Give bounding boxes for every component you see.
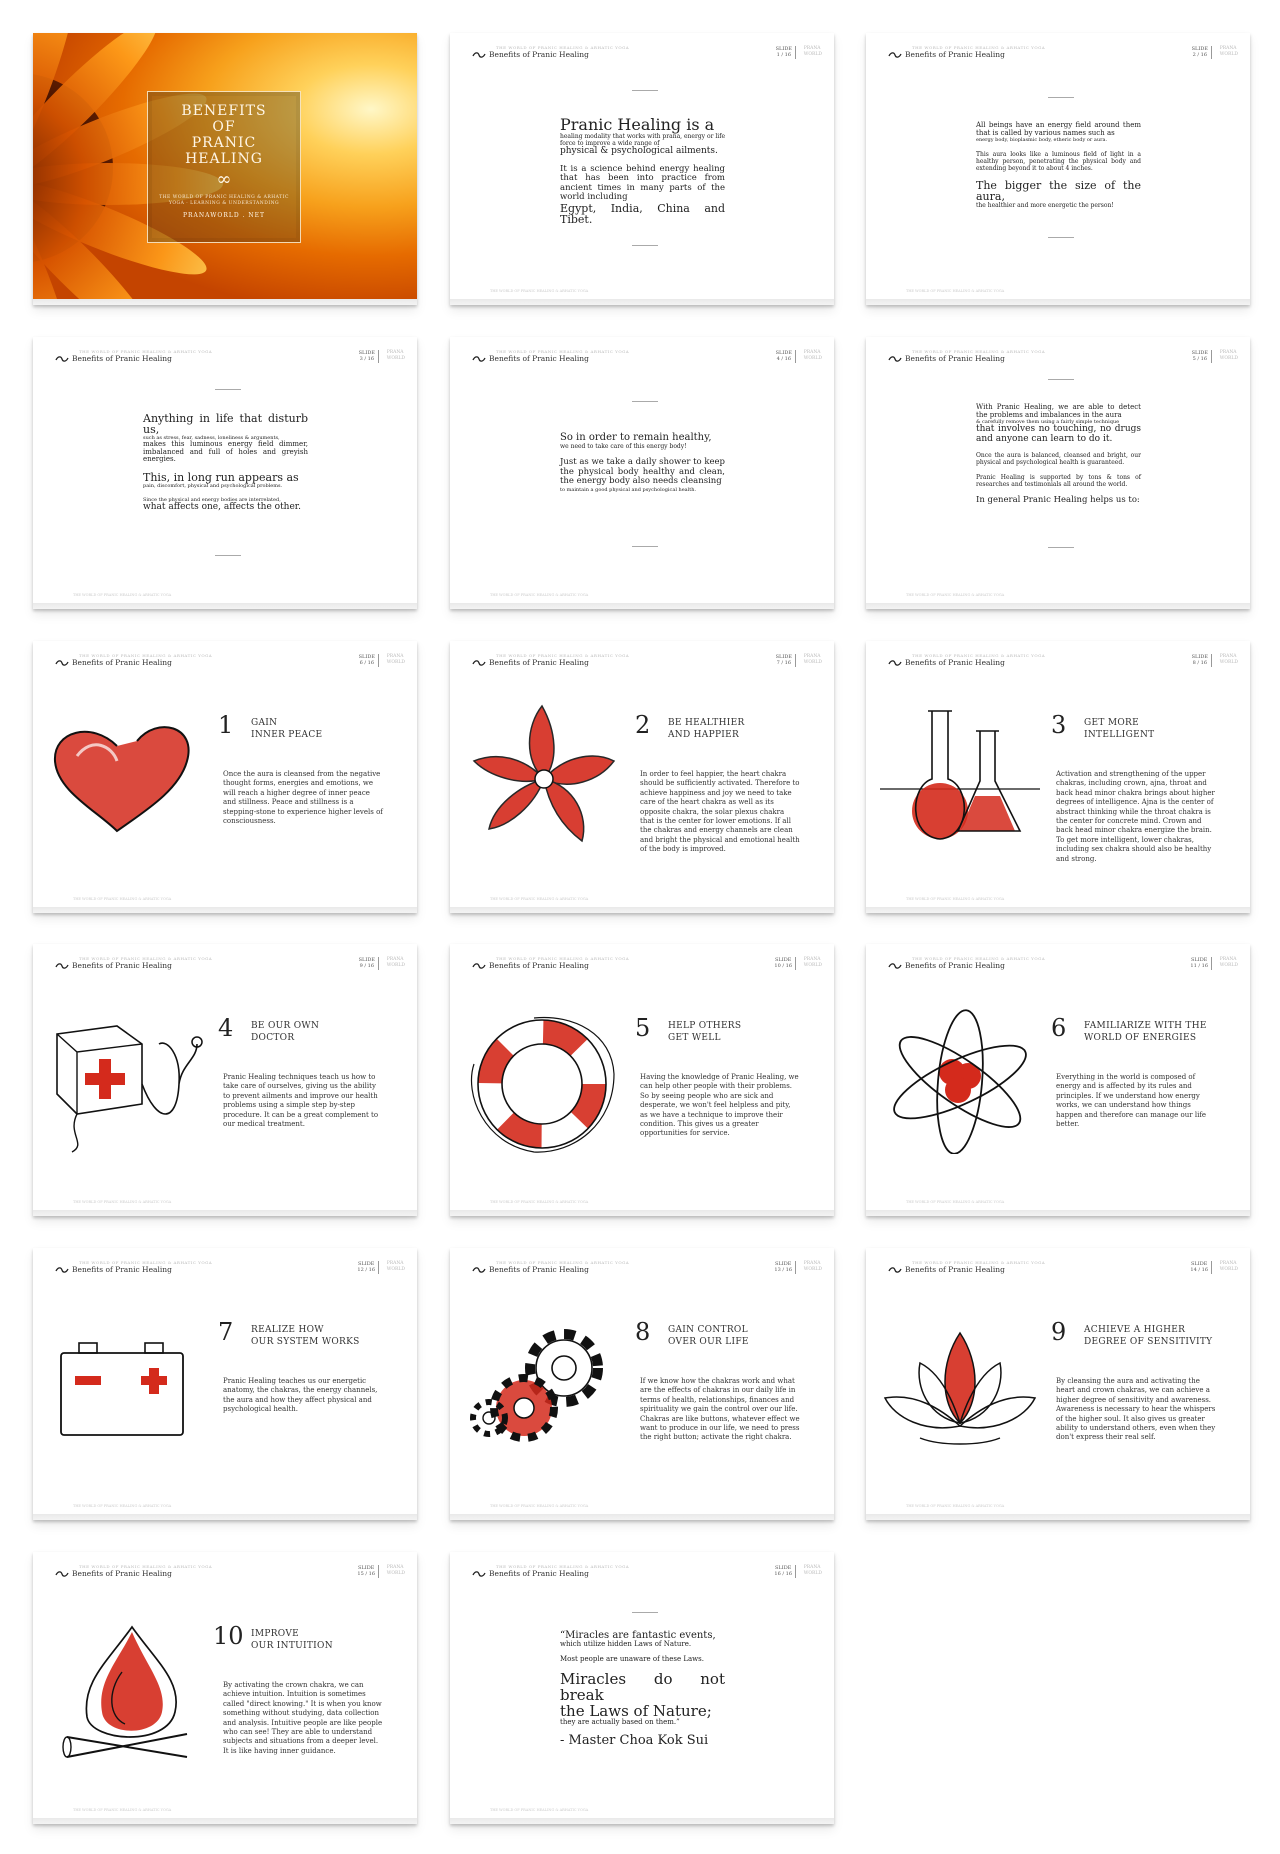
header-brand: PRANA WORLD xyxy=(803,1261,822,1272)
header-brand: PRANA WORLD xyxy=(803,1565,822,1576)
swirl-logo-icon xyxy=(888,659,902,667)
gears-icon xyxy=(464,1308,624,1458)
header-brand: PRANA WORLD xyxy=(386,1261,405,1272)
slide-benefit-2[interactable] xyxy=(450,641,834,913)
slide-4[interactable] xyxy=(450,337,834,609)
header-brand: PRANA WORLD xyxy=(803,46,822,57)
benefit-number: 8 xyxy=(635,1318,651,1346)
top-rule xyxy=(632,90,658,91)
header-top-line: THE WORLD OF PRANIC HEALING & ARHATIC YOGA xyxy=(912,349,1046,354)
header-top-line: THE WORLD OF PRANIC HEALING & ARHATIC YOGA xyxy=(496,1260,630,1265)
footer-text: THE WORLD OF PRANIC HEALING & ARHATIC YOGA xyxy=(906,1504,1005,1508)
header-top-line: THE WORLD OF PRANIC HEALING & ARHATIC YOGA xyxy=(79,1564,213,1569)
swirl-logo-icon xyxy=(888,962,902,970)
footer-text: THE WORLD OF PRANIC HEALING & ARHATIC YOGA xyxy=(490,1200,589,1204)
bottom-rule xyxy=(632,245,658,246)
slide-number: SLIDE 1 / 16 xyxy=(775,46,792,58)
benefit-number: 6 xyxy=(1051,1014,1067,1042)
header-divider xyxy=(1211,957,1212,970)
benefit-body: By activating the crown chakra, we can achieve intuition. Intuition is sometimes called "direct knowing." It is when you know something without studying, data collection and analysis. Intuitive people are like people who can see! They are able to understand subjects and situations from a deeper level. It is like having inner guidance. xyxy=(223,1681,383,1755)
slide-text: So in order to remain healthy, we need to take care of this energy body! Just as we take a daily shower to keep the physical body healthy and clean, the energy body also needs cleansing to maintain a good physical and psychological health. xyxy=(560,432,725,493)
slide-number: SLIDE 15 / 16 xyxy=(357,1565,375,1577)
header-brand: PRANA WORLD xyxy=(1219,350,1238,361)
benefit-heading: BE OUR OWN DOCTOR xyxy=(251,1021,320,1043)
benefit-number: 1 xyxy=(218,711,234,739)
header-divider xyxy=(795,654,796,667)
benefit-heading: REALIZE HOW OUR SYSTEM WORKS xyxy=(251,1325,360,1347)
slide-number: SLIDE 6 / 16 xyxy=(358,654,375,666)
header-divider xyxy=(378,350,379,363)
bottom-rule xyxy=(1048,547,1074,548)
swirl-logo-icon xyxy=(472,659,486,667)
benefit-body: Having the knowledge of Pranic Healing, we can help other people with their problems. So by seeing people who are sick and desperate, we won't feel helpless and pity, as we have a technique to improve their condition. This gives us a greater opportunities for service. xyxy=(640,1073,799,1138)
slide-text: Pranic Healing is a healing modality that works with prana, energy or life force to improve a wide range of physical & psychological ailments. It is a science behind energy healing that has been into practice from ancient times in many parts of the world including Egypt, India, China and Tibet. xyxy=(560,115,725,226)
footer-text: THE WORLD OF PRANIC HEALING & ARHATIC YOGA xyxy=(73,897,172,901)
slide-1[interactable] xyxy=(450,33,834,305)
header-title: Benefits of Pranic Healing xyxy=(489,50,589,59)
benefit-body: Pranic Healing teaches us our energetic anatomy, the chakras, the energy channels, the aura and how they affect physical and psychological health. xyxy=(223,1377,378,1414)
slide-benefit-3[interactable] xyxy=(866,641,1250,913)
footer-text: THE WORLD OF PRANIC HEALING & ARHATIC YOGA xyxy=(490,1808,589,1812)
slide-2[interactable] xyxy=(866,33,1250,305)
quote-text: “Miracles are fantastic events, which utilize hidden Laws of Nature. Most people are unaware of these Laws. Miracles do not break the Laws of Nature; they are actually based on them.” - Master Choa Kok Sui xyxy=(560,1630,725,1748)
header-title: Benefits of Pranic Healing xyxy=(72,658,172,667)
slide-text: With Pranic Healing, we are able to detect the problems and imbalances in the aura & carefully remove them using a fairly simple technique that involves no touching, no drugs and anyone can learn to do it. Once the aura is balanced, cleansed and bright, our physical and psychological health is guaranteed. Pranic Healing is supported by tons & tons of researches and testimonials all around the world. In general Pranic Healing helps us to: xyxy=(976,403,1141,505)
header-top-line: THE WORLD OF PRANIC HEALING & ARHATIC YOGA xyxy=(496,45,630,50)
header-title: Benefits of Pranic Healing xyxy=(489,658,589,667)
footer-text: THE WORLD OF PRANIC HEALING & ARHATIC YOGA xyxy=(73,593,172,597)
slide-quote[interactable] xyxy=(450,1552,834,1824)
benefit-number: 3 xyxy=(1051,711,1067,739)
benefit-heading: GET MORE INTELLIGENT xyxy=(1084,718,1155,740)
slide-number: SLIDE 11 / 16 xyxy=(1190,957,1208,969)
slide-text: Anything in life that disturb us, such as stress, fear, sadness, loneliness & arguments, makes this luminous energy field dimmer, imbalanced and full of holes and greyish energies. This, in long run appears as pain, discomfort, physical and psychological problems. Since the physical and energy bodies are interrelated, what affects one, affects the other. xyxy=(143,412,308,512)
swirl-logo-icon xyxy=(55,1266,69,1274)
benefit-heading: BE HEALTHIER AND HAPPIER xyxy=(668,718,745,740)
top-rule xyxy=(1048,379,1074,380)
header-brand: PRANA WORLD xyxy=(1219,957,1238,968)
benefit-number: 4 xyxy=(218,1014,234,1042)
header-title: Benefits of Pranic Healing xyxy=(72,1265,172,1274)
header-brand: PRANA WORLD xyxy=(803,957,822,968)
footer-text: THE WORLD OF PRANIC HEALING & ARHATIC YOGA xyxy=(906,897,1005,901)
slide-benefit-9[interactable] xyxy=(866,1248,1250,1520)
top-rule xyxy=(632,1612,658,1613)
swirl-logo-icon xyxy=(472,962,486,970)
benefit-heading: FAMILIARIZE WITH THE WORLD OF ENERGIES xyxy=(1084,1021,1207,1043)
atom-icon xyxy=(880,1004,1040,1154)
benefit-number: 5 xyxy=(635,1014,651,1042)
slide-5[interactable] xyxy=(866,337,1250,609)
first-aid-icon xyxy=(47,1004,207,1154)
swirl-logo-icon xyxy=(55,962,69,970)
benefit-number: 2 xyxy=(635,711,651,739)
header-divider xyxy=(795,1261,796,1274)
header-brand: PRANA WORLD xyxy=(386,654,405,665)
benefit-body: Pranic Healing techniques teach us how to take care of ourselves, giving us the ability to prevent ailments and improve our health problems using a simple step by-step procedure. It can be a great complement to our medical treatment. xyxy=(223,1073,379,1129)
footer-text: THE WORLD OF PRANIC HEALING & ARHATIC YOGA xyxy=(73,1200,172,1204)
header-title: Benefits of Pranic Healing xyxy=(489,354,589,363)
quote-author: - Master Choa Kok Sui xyxy=(560,1733,709,1748)
bottom-rule xyxy=(215,555,241,556)
header-divider xyxy=(795,350,796,363)
bottom-rule xyxy=(1048,237,1074,238)
footer-text: THE WORLD OF PRANIC HEALING & ARHATIC YOGA xyxy=(490,289,589,293)
header-divider xyxy=(1211,654,1212,667)
header-title: Benefits of Pranic Healing xyxy=(72,961,172,970)
header-divider xyxy=(378,957,379,970)
header-top-line: THE WORLD OF PRANIC HEALING & ARHATIC YOGA xyxy=(496,956,630,961)
benefit-heading: HELP OTHERS GET WELL xyxy=(668,1021,742,1043)
slide-number: SLIDE 5 / 16 xyxy=(1191,350,1208,362)
header-top-line: THE WORLD OF PRANIC HEALING & ARHATIC YOGA xyxy=(79,956,213,961)
bottom-rule xyxy=(632,546,658,547)
flask-icon xyxy=(880,701,1040,851)
header-title: Benefits of Pranic Healing xyxy=(489,961,589,970)
header-top-line: THE WORLD OF PRANIC HEALING & ARHATIC YOGA xyxy=(496,1564,630,1569)
slide-number: SLIDE 3 / 16 xyxy=(358,350,375,362)
header-top-line: THE WORLD OF PRANIC HEALING & ARHATIC YOGA xyxy=(912,956,1046,961)
footer-text: THE WORLD OF PRANIC HEALING & ARHATIC YOGA xyxy=(490,593,589,597)
benefit-number: 7 xyxy=(218,1318,234,1346)
footer-text: THE WORLD OF PRANIC HEALING & ARHATIC YOGA xyxy=(906,289,1005,293)
header-brand: PRANA WORLD xyxy=(386,350,405,361)
lotus-icon xyxy=(880,1308,1040,1458)
benefit-body: In order to feel happier, the heart chakra should be sufficiently activated. Therefore to achieve happiness and joy we need to take care of the heart chakra as well as its opposite chakra, the solar plexus chakra that is the center for lower emotions. If all the chakras and energy channels are clean and bright the physical and emotional health of the body is improved. xyxy=(640,770,800,854)
header-divider xyxy=(795,957,796,970)
header-top-line: THE WORLD OF PRANIC HEALING & ARHATIC YOGA xyxy=(912,653,1046,658)
header-title: Benefits of Pranic Healing xyxy=(905,658,1005,667)
cover-subtitle: THE WORLD OF PRANIC HEALING & ARHATIC YOGA · LEARNING & UNDERSTANDING xyxy=(159,195,289,206)
footer-text: THE WORLD OF PRANIC HEALING & ARHATIC YOGA xyxy=(490,897,589,901)
slide-number: SLIDE 16 / 16 xyxy=(774,1565,792,1577)
slide-3[interactable] xyxy=(33,337,417,609)
slide-benefit-1[interactable] xyxy=(33,641,417,913)
slide-benefit-7[interactable] xyxy=(33,1248,417,1520)
swirl-logo-icon xyxy=(472,1570,486,1578)
slide-number: SLIDE 4 / 16 xyxy=(775,350,792,362)
header-brand: PRANA WORLD xyxy=(386,1565,405,1576)
benefit-number: 9 xyxy=(1051,1318,1067,1346)
swirl-logo-icon xyxy=(55,1570,69,1578)
swirl-logo-icon xyxy=(55,659,69,667)
header-top-line: THE WORLD OF PRANIC HEALING & ARHATIC YOGA xyxy=(79,1260,213,1265)
header-title: Benefits of Pranic Healing xyxy=(489,1265,589,1274)
header-brand: PRANA WORLD xyxy=(803,350,822,361)
swirl-logo-icon xyxy=(55,355,69,363)
benefit-body: Activation and strengthening of the upper chakras, including crown, ajna, throat and back head minor chakra brings about higher degrees of intelligence. Ajna is the center of abstract thinking while the throat chakra is the center for concrete mind. Crown and back head minor chakra energize the brain. To get more intelligent, lower chakras, including sex chakra should also be healthy and strong. xyxy=(1056,770,1215,863)
header-divider xyxy=(1211,350,1212,363)
header-top-line: THE WORLD OF PRANIC HEALING & ARHATIC YOGA xyxy=(79,653,213,658)
benefit-body: If we know how the chakras work and what are the effects of chakras in our daily life in terms of health, relationships, finances and spirituality we gain the control over our life. Chakras are like buttons, whatever effect we want to produce in our life, we need to press the right button; activate the right chakra. xyxy=(640,1377,800,1442)
footer-text: THE WORLD OF PRANIC HEALING & ARHATIC YOGA xyxy=(73,1808,172,1812)
benefit-heading: ACHIEVE A HIGHER DEGREE OF SENSITIVITY xyxy=(1084,1325,1213,1347)
benefit-body: Everything in the world is composed of energy and is affected by its rules and principles. If we understand how energy works, we can understand how things happen and therefore can manage our life better. xyxy=(1056,1073,1207,1129)
header-title: Benefits of Pranic Healing xyxy=(905,1265,1005,1274)
slide-benefit-6[interactable] xyxy=(866,944,1250,1216)
header-divider xyxy=(795,1565,796,1578)
swirl-logo-icon xyxy=(472,355,486,363)
benefit-heading: GAIN CONTROL OVER OUR LIFE xyxy=(668,1325,749,1347)
slide-number: SLIDE 7 / 16 xyxy=(775,654,792,666)
header-divider xyxy=(378,1261,379,1274)
header-title: Benefits of Pranic Healing xyxy=(489,1569,589,1578)
flower-icon xyxy=(464,701,624,851)
header-top-line: THE WORLD OF PRANIC HEALING & ARHATIC YOGA xyxy=(496,349,630,354)
header-brand: PRANA WORLD xyxy=(803,654,822,665)
cover-title: BENEFITS OF PRANIC HEALING xyxy=(181,103,267,167)
footer-text: THE WORLD OF PRANIC HEALING & ARHATIC YOGA xyxy=(73,1504,172,1508)
header-brand: PRANA WORLD xyxy=(1219,1261,1238,1272)
heart-icon xyxy=(47,701,207,851)
top-rule xyxy=(632,401,658,402)
footer-text: THE WORLD OF PRANIC HEALING & ARHATIC YOGA xyxy=(906,593,1005,597)
slide-number: SLIDE 8 / 16 xyxy=(1191,654,1208,666)
cover-title-box xyxy=(147,91,301,243)
benefit-body: By cleansing the aura and activating the heart and crown chakras, we can achieve a higher degree of sensitivity and awareness. Awareness is necessary to hear the whispers of the higher soul. It also gives us greater ability to understand others, even when they don't express their real self. xyxy=(1056,1377,1216,1442)
benefit-body: Once the aura is cleansed from the negative thought forms, energies and emotions, we will reach a higher degree of inner peace and stillness. Peace and stillness is a stepping-stone to experience higher levels of consciousness. xyxy=(223,770,383,826)
swirl-logo-icon xyxy=(888,355,902,363)
slide-text: All beings have an energy field around them that is called by various names such as energy body, bioplasmic body, etheric body or aura. This aura looks like a luminous field of light in a healthy person, penetrating the physical body and extending beyond it to about 4 inches. The bigger the size of the aura, the healthier and more energetic the person! xyxy=(976,121,1141,209)
slide-number: SLIDE 12 / 16 xyxy=(357,1261,375,1273)
swirl-logo-icon xyxy=(888,1266,902,1274)
swirl-icon: ∞ xyxy=(216,169,232,190)
header-brand: PRANA WORLD xyxy=(1219,46,1238,57)
benefit-heading: GAIN INNER PEACE xyxy=(251,718,323,740)
header-divider xyxy=(795,46,796,59)
slide-benefit-4[interactable] xyxy=(33,944,417,1216)
footer-text: THE WORLD OF PRANIC HEALING & ARHATIC YOGA xyxy=(490,1504,589,1508)
top-rule xyxy=(1048,97,1074,98)
header-top-line: THE WORLD OF PRANIC HEALING & ARHATIC YOGA xyxy=(912,1260,1046,1265)
header-divider xyxy=(1211,46,1212,59)
header-brand: PRANA WORLD xyxy=(386,957,405,968)
slide-number: SLIDE 13 / 16 xyxy=(774,1261,792,1273)
slide-number: SLIDE 10 / 16 xyxy=(774,957,792,969)
swirl-logo-icon xyxy=(472,51,486,59)
top-rule xyxy=(215,389,241,390)
cover-slide[interactable] xyxy=(33,33,417,305)
header-title: Benefits of Pranic Healing xyxy=(905,354,1005,363)
header-title: Benefits of Pranic Healing xyxy=(72,354,172,363)
swirl-logo-icon xyxy=(888,51,902,59)
header-title: Benefits of Pranic Healing xyxy=(905,961,1005,970)
slide-benefit-5[interactable] xyxy=(450,944,834,1216)
battery-icon xyxy=(47,1308,207,1458)
header-divider xyxy=(1211,1261,1212,1274)
life-ring-icon xyxy=(464,1004,624,1154)
header-top-line: THE WORLD OF PRANIC HEALING & ARHATIC YOGA xyxy=(79,349,213,354)
slide-number: SLIDE 9 / 16 xyxy=(358,957,375,969)
footer-text: THE WORLD OF PRANIC HEALING & ARHATIC YOGA xyxy=(906,1200,1005,1204)
slide-number: SLIDE 14 / 16 xyxy=(1190,1261,1208,1273)
benefit-heading: IMPROVE OUR INTUITION xyxy=(251,1629,333,1651)
slide-number: SLIDE 2 / 16 xyxy=(1191,46,1208,58)
benefit-number: 10 xyxy=(213,1622,244,1650)
header-top-line: THE WORLD OF PRANIC HEALING & ARHATIC YOGA xyxy=(912,45,1046,50)
header-brand: PRANA WORLD xyxy=(1219,654,1238,665)
header-title: Benefits of Pranic Healing xyxy=(72,1569,172,1578)
header-title: Benefits of Pranic Healing xyxy=(905,50,1005,59)
header-divider xyxy=(378,654,379,667)
swirl-logo-icon xyxy=(472,1266,486,1274)
slide-benefit-8[interactable] xyxy=(450,1248,834,1520)
slide-benefit-10[interactable] xyxy=(33,1552,417,1824)
header-top-line: THE WORLD OF PRANIC HEALING & ARHATIC YOGA xyxy=(496,653,630,658)
fire-icon xyxy=(47,1612,207,1762)
header-divider xyxy=(378,1565,379,1578)
cover-site: PRANAWORLD . NET xyxy=(183,212,265,219)
